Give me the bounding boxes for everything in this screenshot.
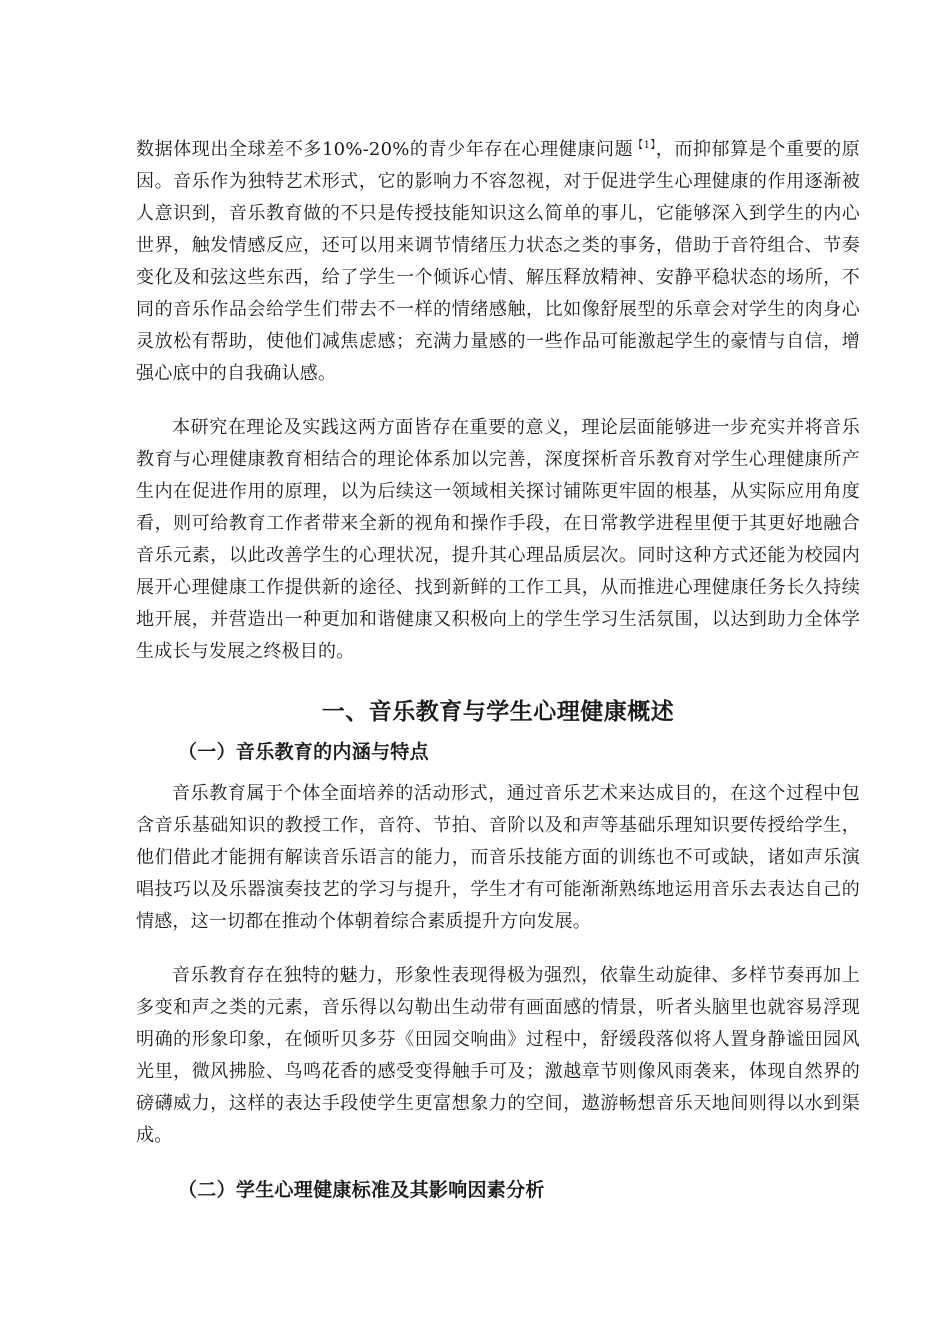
paragraph-research-significance: 本研究在理论及实践这两方面皆存在重要的意义，理论层面能够进一步充实并将音乐教育与心理健康教育相结合的理论体系加以完善，深度探析音乐教育对学生心理健康所产生内在促进作用的原理，以为后续这一领域相关探讨铺陈更牢固的根基，从实际应用角度看，则可给教育工作者带来全新的视角和操作手段，在日常教学进程里便于其更好地融合音乐元素，以此改善学生的心理状况，提升其心理品质层次。同时这种方式还能为校园内展开心理健康工作提供新的途径、找到新鲜的工作工具，从而推进心理健康任务长久持续地开展，并营造出一种更加和谐健康又积极向上的学生学习生活氛围，以达到助力全体学生成长与发展之终极目的。 [136, 417, 860, 662]
subsection-heading-1: （一）音乐教育的内涵与特点 [178, 741, 429, 763]
subsection-heading-2: （二）学生心理健康标准及其影响因素分析 [178, 1179, 545, 1201]
section-heading-1: 一、音乐教育与学生心理健康概述 [321, 699, 675, 725]
paragraph-intro-continued [136, 134, 860, 390]
citation-ref: 【1】 [633, 140, 656, 151]
paragraph-music-education-charm: 音乐教育存在独特的魅力，形象性表现得极为强烈，依靠生动旋律、多样节奏再加上多变和声之类的元素，音乐得以勾勒出生动带有画面感的情景，听者头脑里也就容易浮现明确的形象印象，在倾听贝多芬《田园交响曲》过程中，舒缓段落似将人置身静谧田园风光里，微风拂脸、鸟鸣花香的感受变得触手可及；激越章节则像风雨袭来，体现自然界的磅礴威力，这样的表达手段使学生更富想象力的空间，遨游畅想音乐天地间则得以水到渠成。 [136, 965, 860, 1146]
paragraph-text: ，而抑郁算是个重要的原因。音乐作为独特艺术形式，它的影响力不容忽视，对于促进学生心理健康的作用逐渐被人意识到，音乐教育做的不只是传授技能知识这么简单的事儿，它能够深入到学生的内心世界，触发情感反应，还可以用来调节情绪压力状态之类的事务，借助于音符组合、节奏变化及和弦这些东西，给了学生一个倾诉心情、解压释放精神、安静平稳状态的场所，不同的音乐作品会给学生们带去不一样的情绪感触，比如像舒展型的乐章会对学生的肉身心灵放松有帮助，使他们减焦虑感；充满力量感的一些作品可能激起学生的豪情与自信，增强心底中的自我确认感。 [136, 139, 860, 384]
paragraph-music-education-connotation: 音乐教育属于个体全面培养的活动形式，通过音乐艺术来达成目的，在这个过程中包含音乐基础知识的教授工作，音符、节拍、音阶以及和声等基础乐理知识要传授给学生，他们借此才能拥有解读音乐语言的能力，而音乐技能方面的训练也不可或缺，诸如声乐演唱技巧以及乐器演奏技艺的学习与提升，学生才有可能渐渐熟练地运用音乐去表达自己的情感，这一切都在推动个体朝着综合素质提升方向发展。 [136, 783, 860, 932]
paragraph-text: 数据体现出全球差不多10%-20%的青少年存在心理健康问题 [136, 139, 634, 160]
